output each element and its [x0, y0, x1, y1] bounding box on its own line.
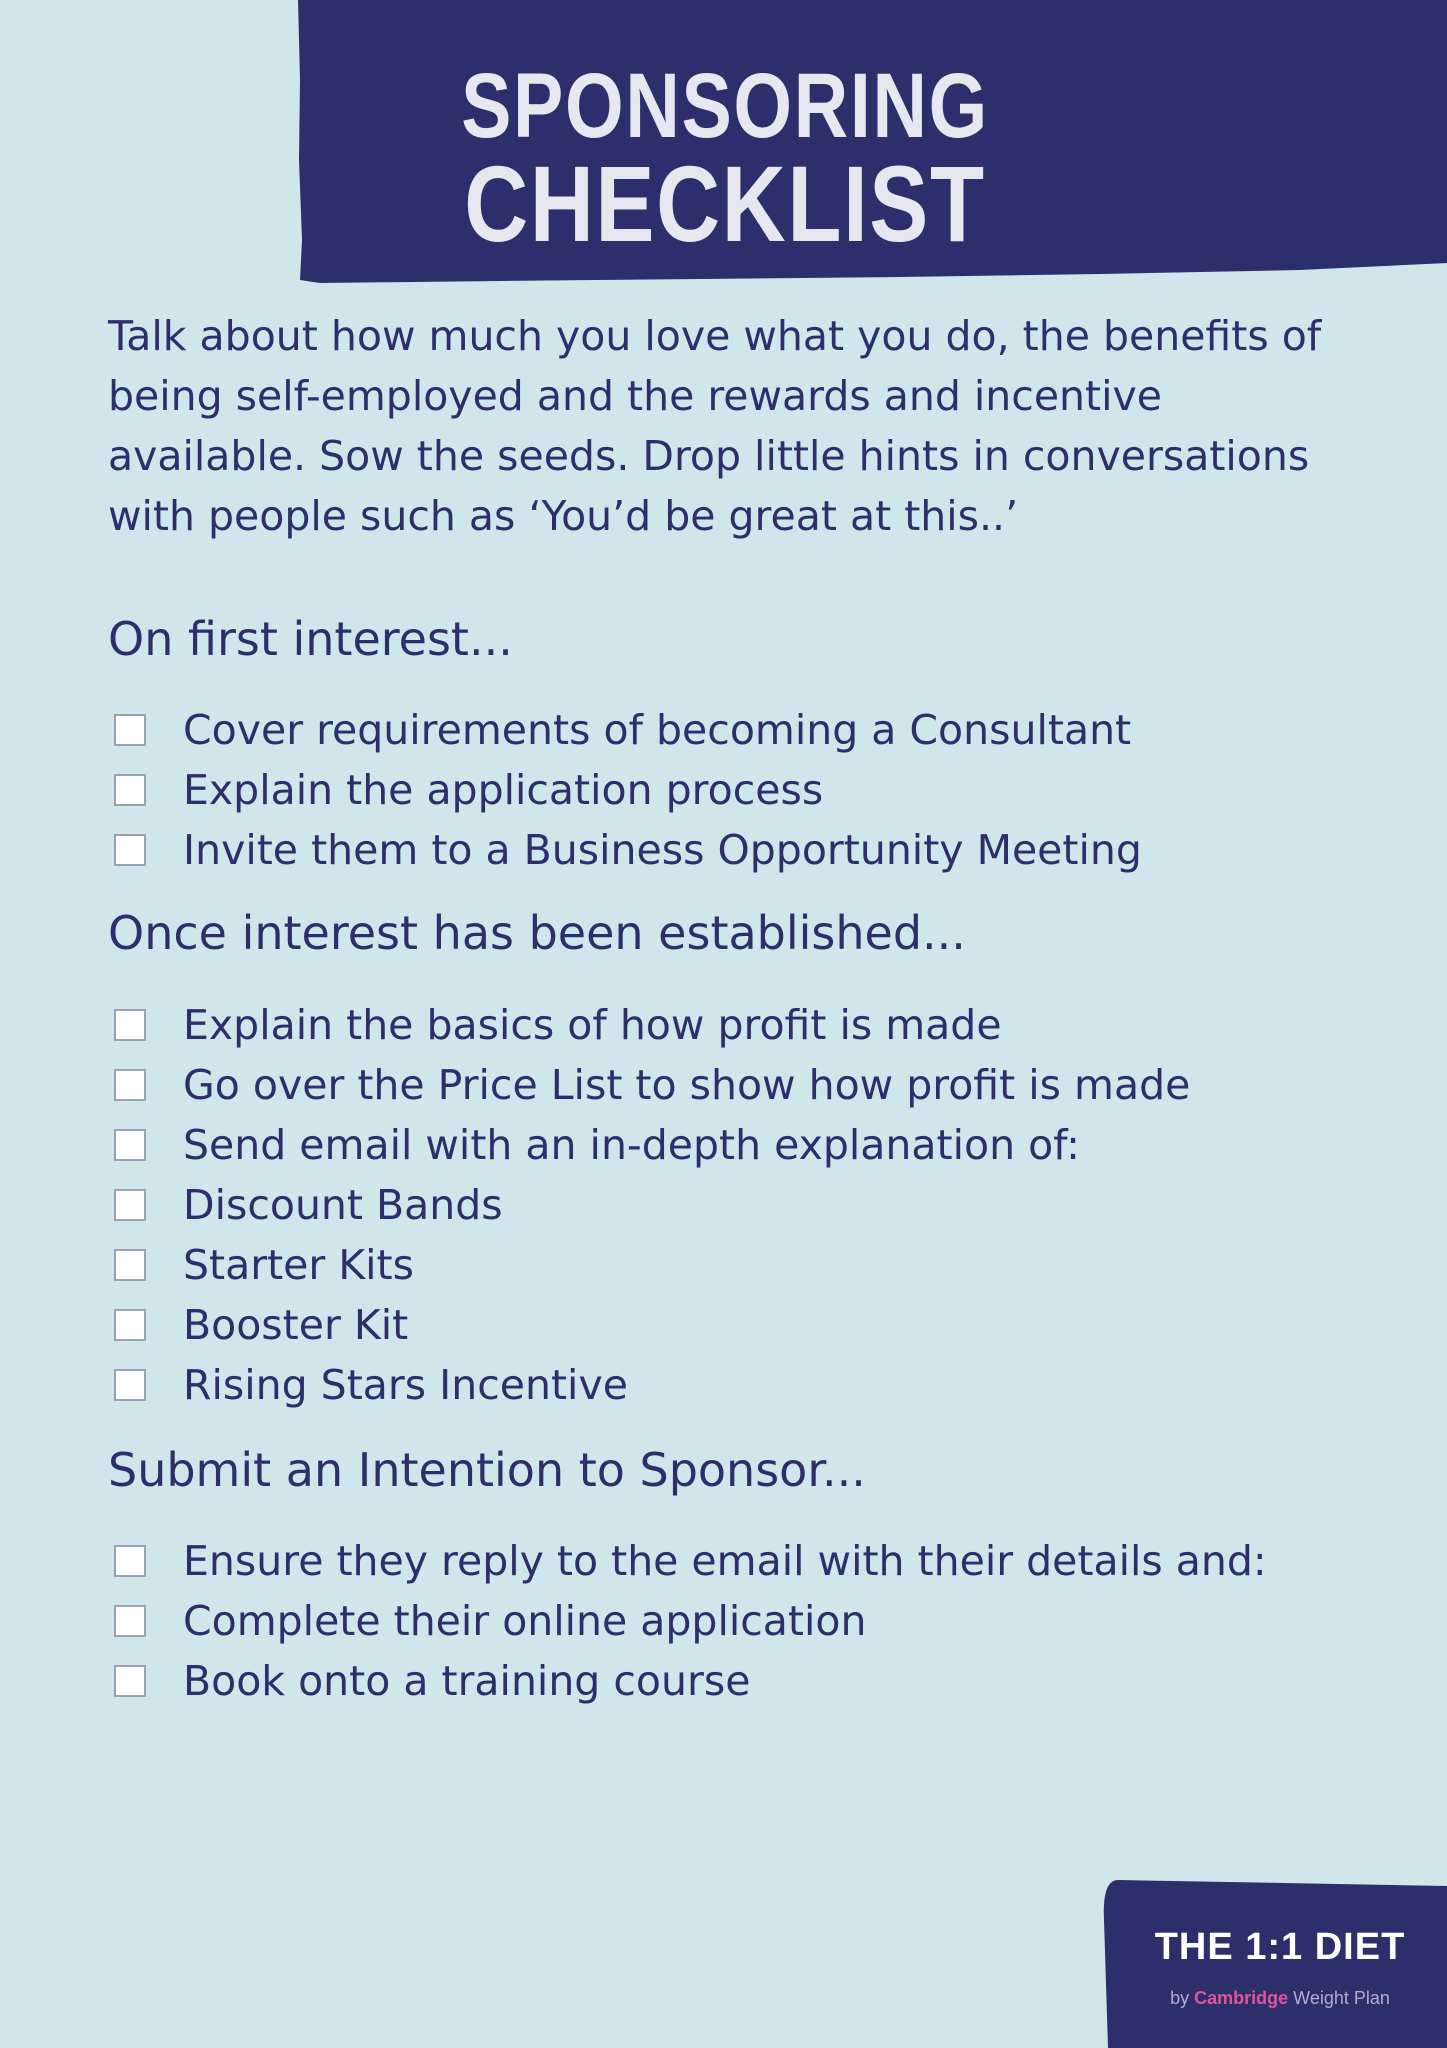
checklist-item[interactable]: Booster Kit: [108, 1295, 1190, 1355]
checkbox[interactable]: [114, 1009, 146, 1041]
section-heading-interest-established: Once interest has been established...: [108, 906, 966, 960]
section-heading-intention-to-sponsor: Submit an Intention to Sponsor...: [108, 1443, 866, 1497]
checklist-item[interactable]: Explain the application process: [108, 760, 1142, 820]
checklist-item[interactable]: Invite them to a Business Opportunity Meeting: [108, 820, 1142, 880]
checkbox[interactable]: [114, 1189, 146, 1221]
checkbox[interactable]: [114, 774, 146, 806]
checklist-item[interactable]: Cover requirements of becoming a Consultant: [108, 700, 1142, 760]
checklist-item[interactable]: Discount Bands: [108, 1175, 1190, 1235]
checklist-item[interactable]: Rising Stars Incentive: [108, 1355, 1190, 1415]
checkbox[interactable]: [114, 1369, 146, 1401]
checkbox[interactable]: [114, 714, 146, 746]
checkbox[interactable]: [114, 1545, 146, 1577]
checkbox[interactable]: [114, 1665, 146, 1697]
checklist-item[interactable]: Go over the Price List to show how profit is made: [108, 1055, 1190, 1115]
checkbox[interactable]: [114, 1605, 146, 1637]
checklist-item[interactable]: Starter Kits: [108, 1235, 1190, 1295]
checkbox[interactable]: [114, 1129, 146, 1161]
checkbox[interactable]: [114, 1249, 146, 1281]
checklist-item[interactable]: Complete their online application: [108, 1591, 1267, 1651]
checkbox[interactable]: [114, 1069, 146, 1101]
title-line-2: CHECKLIST: [464, 143, 986, 264]
checkbox[interactable]: [114, 1309, 146, 1341]
checklist-interest-established: [108, 995, 1190, 1415]
checklist-intention-to-sponsor: [108, 1531, 1267, 1711]
section-heading-first-interest: On first interest...: [108, 612, 513, 666]
checklist-first-interest: [108, 700, 1142, 880]
checklist-item[interactable]: Book onto a training course: [108, 1651, 1267, 1711]
intro-paragraph: Talk about how much you love what you do, the benefits of being self-employed and the rewards and incentive available. Sow the seeds. Drop little hints in conversations with people such as ‘You’d be great at this..’: [108, 312, 1322, 540]
logo-tagline: by Cambridge Weight Plan: [1170, 1988, 1390, 2008]
checkbox[interactable]: [114, 834, 146, 866]
title-line-1: SPONSORING: [461, 55, 989, 157]
checklist-item[interactable]: Ensure they reply to the email with their details and:: [108, 1531, 1267, 1591]
checklist-item[interactable]: Explain the basics of how profit is made: [108, 995, 1190, 1055]
diet-logo: THE 1:1 DIET: [1154, 1926, 1406, 1968]
checklist-item[interactable]: Send email with an in-depth explanation of:: [108, 1115, 1190, 1175]
